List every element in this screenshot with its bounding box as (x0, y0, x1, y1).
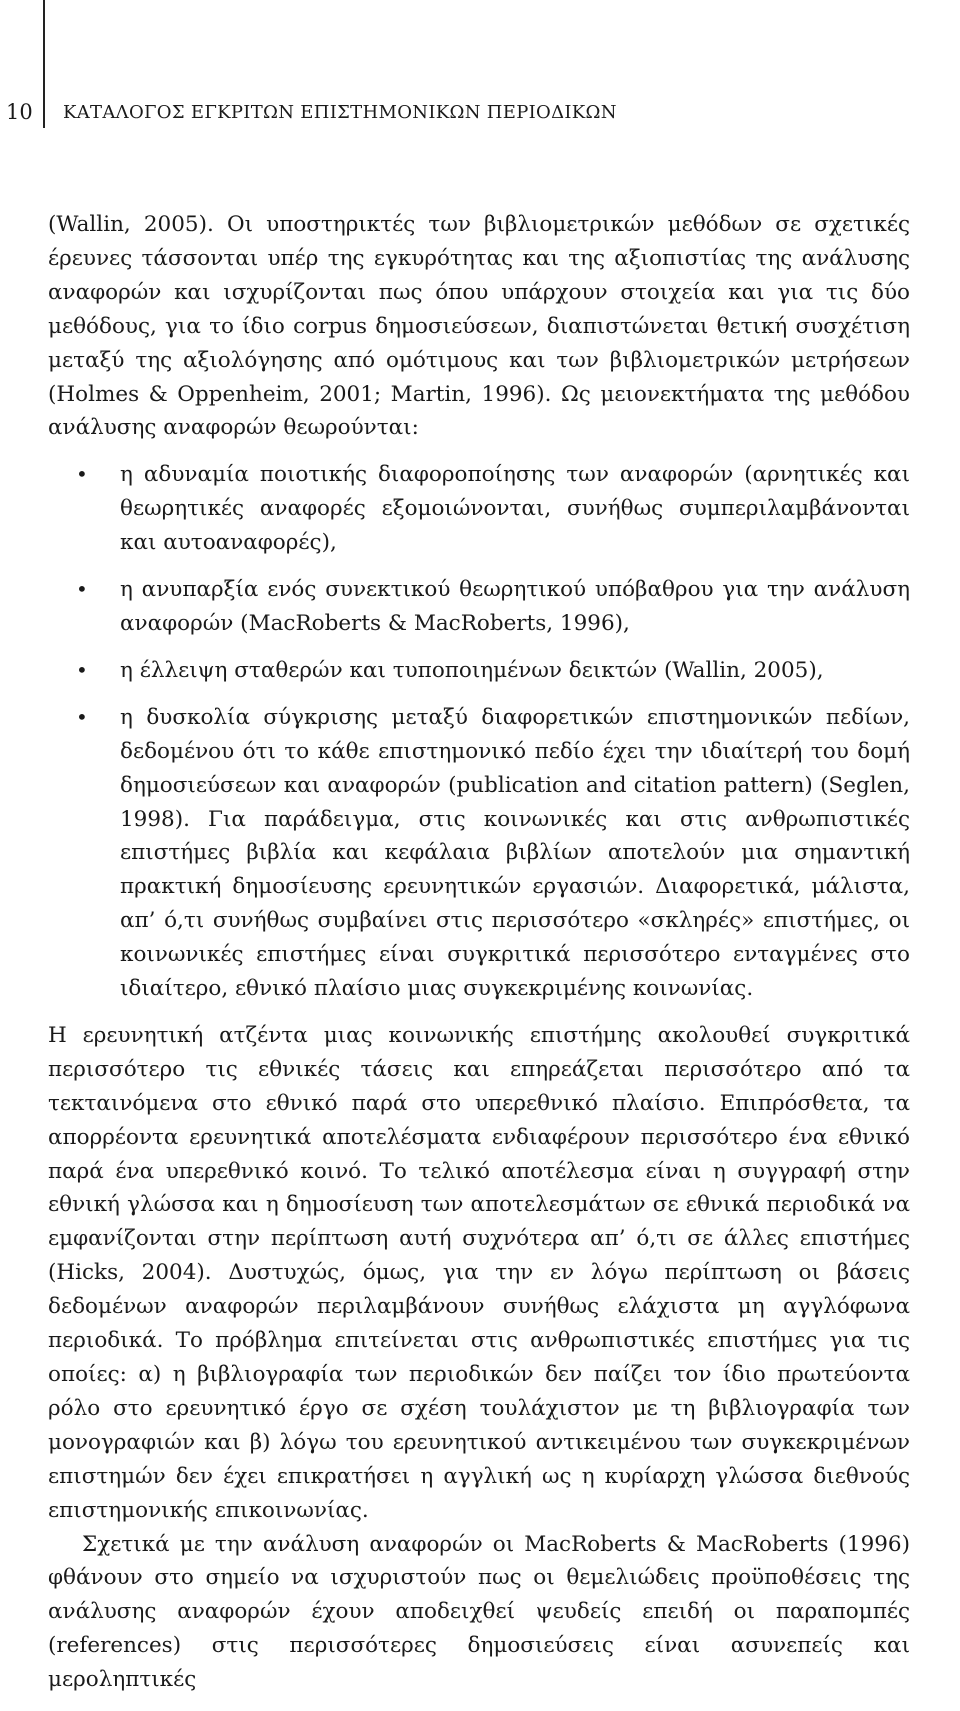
paragraph-3: Σχετικά με την ανάλυση αναφορών οι MacRoberts & MacRoberts (1996) φθάνουν στο σημείο να ισχυριστούν πως οι θεμελιώδεις προϋποθέσεις της ανάλυσης αναφορών έχουν αποδειχθεί ψευδείς επειδή οι παραπομπές (references) στις περισσότερες δημοσιεύσεις είναι ασυνεπείς και μεροληπτικές (48, 1531, 910, 1693)
body-text (48, 208, 910, 1697)
running-head: ΚΑΤΑΛΟΓΟΣ ΕΓΚΡΙΤΩΝ ΕΠΙΣΤΗΜΟΝΙΚΩΝ ΠΕΡΙΟΔΙΚΩΝ (63, 102, 617, 123)
bullet-list (48, 458, 910, 1006)
bullet-item: • η ανυπαρξία ενός συνεκτικού θεωρητικού υπόβαθρου για την ανάλυση αναφορών (MacRoberts & MacRoberts, 1996), (48, 573, 910, 641)
bullet-item: • η αδυναμία ποιοτικής διαφοροποίησης των αναφορών (αρνητικές και θεωρητικές αναφορές εξομοιώνονται, συνήθως συμπεριλαμβάνονται και αυτοαναφορές), (48, 458, 910, 560)
paragraph-2: Η ερευνητική ατζέντα μιας κοινωνικής επιστήμης ακολουθεί συγκριτικά περισσότερο τις εθνικές τάσεις και επηρεάζεται περισσότερο από τα τεκταινόμενα στο εθνικό παρά στο υπερεθνικό πλαίσιο. Επιπρόσθετα, τα απορρέοντα ερευνητικά αποτελέσματα ενδιαφέρουν περισσότερο ένα εθνικό παρά ένα υπερεθνικό κοινό. Το τελικό αποτέλεσμα είναι η συγγραφή στην εθνική γλώσσα και η δημοσίευση των αποτελεσμάτων σε εθνικά περιοδικά να εμφανίζονται στην περίπτωση αυτή συχνότερα απ’ ό,τι σε άλλες επιστήμες (Hicks, 2004). Δυστυχώς, όμως, για την εν λόγω περίπτωση οι βάσεις δεδομένων αναφορών περιλαμβάνουν συνήθως ελάχιστα μη αγγλόφωνα περιοδικά. Το πρόβλημα επιτείνεται στις ανθρωπιστικές επιστήμες για τις οποίες: α) η βιβλιογραφία των περιοδικών δεν παίζει τον ίδιο πρωτεύοντα ρόλο στο ερευνητικό έργο σε σχέση τουλάχιστον με τη βιβλιογραφία των μονογραφιών και β) λόγω του ερευνητικού αντικειμένου των συγκεκριμένων επιστημών δεν έχει επικρατήσει η αγγλική ως η κυρίαρχη γλώσσα διεθνούς επιστημονικής επικοινωνίας. (48, 1022, 910, 1523)
bullet-item: • η έλλειψη σταθερών και τυποποιημένων δεικτών (Wallin, 2005), (48, 654, 910, 688)
page-number: 10 (6, 100, 33, 124)
page-header (0, 100, 960, 132)
paragraph-1: (Wallin, 2005). Οι υποστηρικτές των βιβλιομετρικών μεθόδων σε σχετικές έρευνες τάσσονται υπέρ της εγκυρότητας και της αξιοπιστίας της ανάλυσης αναφορών και ισχυρίζονται πως όπου υπάρχουν στοιχεία και για τις δύο μεθόδους, για το ίδιο corpus δημοσιεύσεων, διαπιστώνεται θετική συσχέτιση μεταξύ της αξιολόγησης από ομότιμους και των βιβλιομετρικών μετρήσεων (Holmes & Oppenheim, 2001; Martin, 1996). Ως μειονεκτήματα της μεθόδου ανάλυσης αναφορών θεωρούνται: (48, 212, 910, 441)
bullet-item: • η δυσκολία σύγκρισης μεταξύ διαφορετικών επιστημονικών πεδίων, δεδομένου ότι το κάθε επιστημονικό πεδίο έχει την ιδιαίτερή του δομή δημοσιεύσεων και αναφορών (publication and citation pattern) (Seglen, 1998). Για παράδειγμα, στις κοινωνικές και στις ανθρωπιστικές επιστήμες βιβλία και κεφάλαια βιβλίων αποτελούν μια σημαντική πρακτική δημοσίευσης ερευνητικών εργασιών. Διαφορετικά, μάλιστα, απ’ ό,τι συνήθως συμβαίνει στις περισσότερο «σκληρές» επιστήμες, οι κοινωνικές επιστήμες είναι συγκριτικά περισσότερο ενταγμένες στο ιδιαίτερο, εθνικό πλαίσιο μιας συγκεκριμένης κοινωνίας. (48, 701, 910, 1006)
